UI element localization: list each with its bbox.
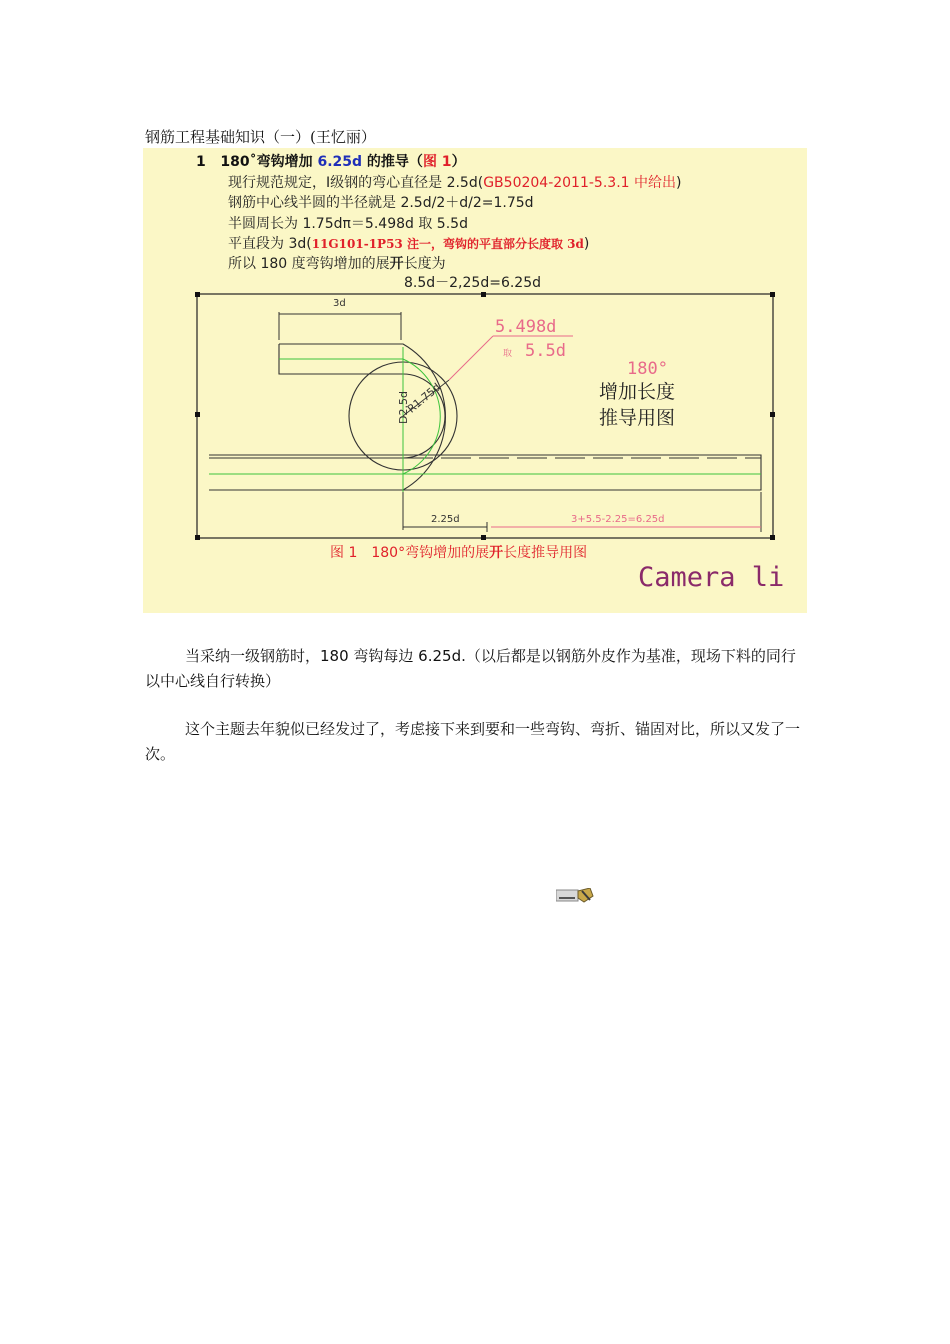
figure-heading: [196, 151, 466, 171]
caption-text-post: 长度推导用图: [503, 545, 588, 561]
radius-label: R1.75d: [404, 380, 444, 416]
figure-caption: [330, 542, 587, 562]
bar-outline: [209, 344, 761, 490]
frame-handle: [770, 412, 775, 417]
body-paragraph-2: 这个主题去年貌似已经发过了，考虑接下来到要和一些弯钩、弯折、锚固对比，所以又发了一次。: [145, 720, 801, 763]
explanation-line-4: [228, 233, 589, 253]
explanation-line-1: [228, 172, 681, 192]
explanation-line-5: [228, 253, 446, 273]
dim-top-label: 3d: [333, 298, 346, 309]
line-text-post: ): [676, 175, 682, 191]
figure-1: [143, 148, 807, 613]
heading-text: 180˚弯钩增加: [220, 154, 318, 170]
dim-bottom-right-label: 3+5.5-2.25=6.25d: [571, 514, 665, 525]
author-signature: Camera li: [638, 562, 785, 593]
body-paragraph-1: 当采纳一级钢筋时，180 弯钩每边 6.25d.（以后都是以钢筋外皮作为基准，现场下料的同行以中心线自行转换）: [145, 647, 796, 690]
document-title: 钢筋工程基础知识（一）(王忆丽）: [145, 128, 376, 146]
frame-handle: [770, 292, 775, 297]
note-line-1: 增加长度: [599, 381, 676, 403]
caption-text: 图 1 180°弯钩增加的展: [330, 545, 490, 561]
heading-figure-ref: 图 1: [422, 154, 452, 170]
line-text: 现行规范规定，Ⅰ级钢的弯心直径是 2.5d(: [228, 175, 484, 191]
line-standard-ref: GB50204-2011-5.3.1 中给出: [483, 175, 676, 191]
line-code-ref: 11G101-1P53 注一，弯钩的平直部分长度取 3d: [311, 237, 584, 251]
heading-value: 6.25d: [317, 154, 363, 170]
caption-text-bold: 开: [489, 545, 504, 561]
line-text: 平直段为 3d(: [228, 236, 312, 252]
line-text: 所以 180 度弯钩增加的展: [228, 256, 390, 272]
heading-number: 1: [196, 154, 206, 170]
formula: 8.5d－2,25d=6.25d: [404, 275, 541, 291]
frame-handle: [195, 535, 200, 540]
line-text: 半圆周长为 1.75dπ＝5.498d 取 5.5d: [228, 216, 468, 232]
explanation-line-3: [228, 213, 468, 233]
hook-derivation-drawing: [195, 292, 775, 542]
line-text-post: 长度为: [403, 256, 446, 272]
angle-label: 180°: [627, 359, 668, 379]
arc-round-label: 5.5d: [525, 341, 566, 361]
diameter-label: D2.5d: [397, 391, 410, 424]
arc-length-label: 5.498d: [495, 317, 557, 337]
bar-centerline: [279, 359, 761, 474]
explanation-line-2: [228, 192, 534, 212]
drawing-frame: [197, 294, 773, 538]
frame-handle: [481, 292, 486, 297]
frame-handle: [770, 535, 775, 540]
frame-handle: [195, 292, 200, 297]
line-text-post: ): [583, 236, 590, 252]
heading-text-mid: 的推导（: [362, 154, 423, 170]
frame-handle: [481, 535, 486, 540]
heading-text-post: ）: [451, 154, 466, 170]
frame-handle: [195, 412, 200, 417]
note-line-2: 推导用图: [599, 407, 676, 429]
broken-image-icon: [556, 888, 594, 903]
line-text-bold: 开: [389, 256, 404, 272]
line-text: 钢筋中心线半圆的半径就是 2.5d/2＋d/2=1.75d: [228, 195, 534, 211]
arc-take-label: 取: [503, 349, 513, 359]
dim-bottom-left-label: 2.25d: [431, 514, 460, 525]
